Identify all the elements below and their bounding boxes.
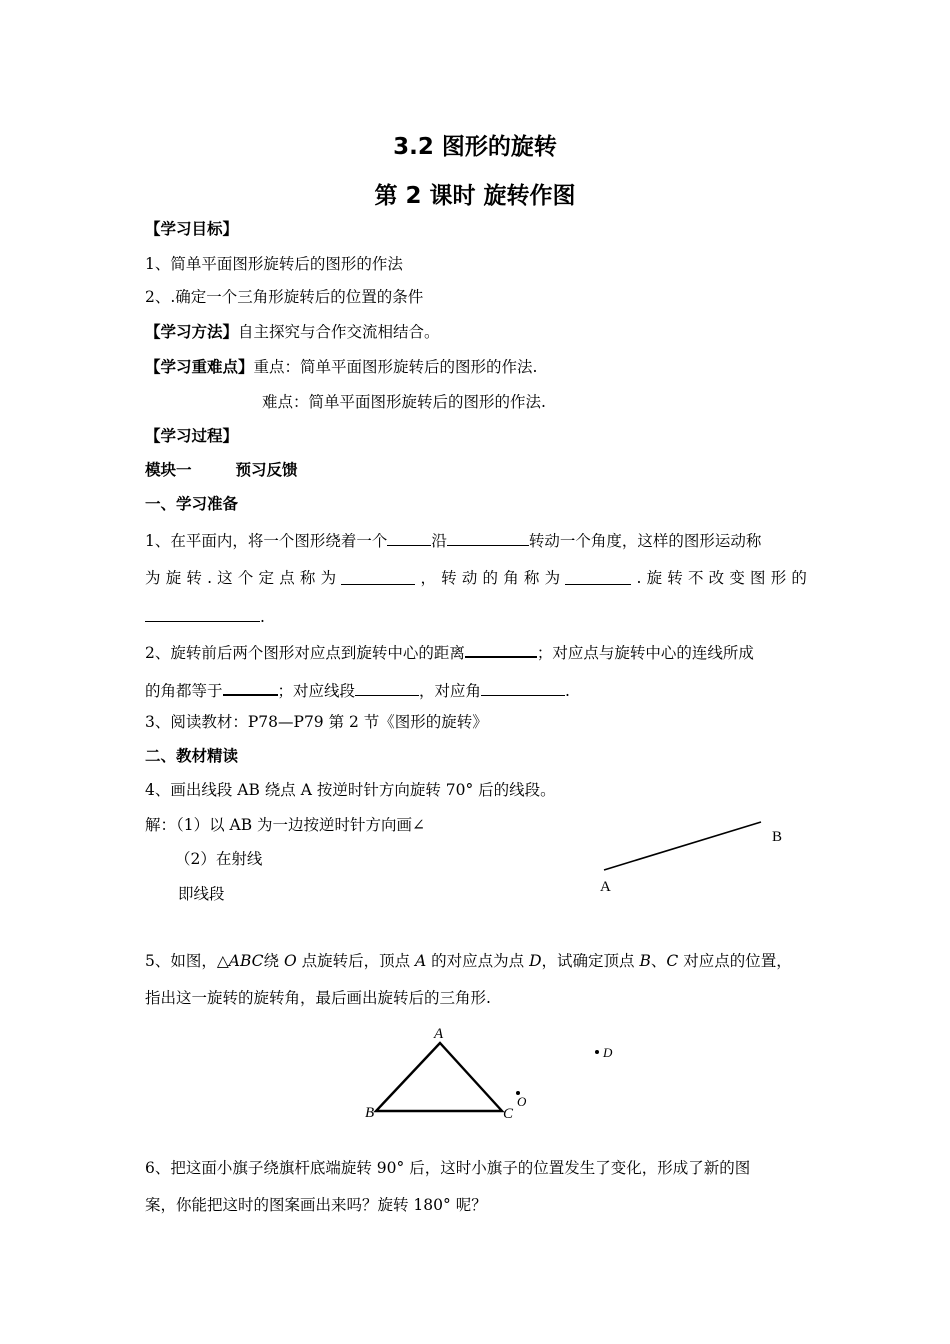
q1-char: 这 [217,569,233,587]
page-subtitle: 第 2 课时 旋转作图 [374,183,576,209]
q1-char: 定 [258,569,275,587]
keypoints-heading: 【学习重难点】 [145,358,254,376]
q1-char: ， [420,569,436,587]
q5-point-d: D [529,952,542,970]
q5-point-o: O [283,952,297,970]
q1-char: 转 [186,569,202,587]
q5-text-3: 点旋转后，顶点 [296,952,416,970]
q1-char: 称 [299,569,316,587]
q1-char: . [636,569,642,587]
q2-text-5: ，对应角 [419,682,482,700]
process-heading: 【学习过程】 [145,427,239,445]
point-a-label: A [600,879,611,895]
q1-char: 为 [320,569,337,587]
q5-line-2: 指出这一旋转的旋转角，最后画出旋转后的三角形. [145,989,491,1007]
q1-char: 转 [441,569,457,587]
q4-solution-1: 解：（1）以 AB 为一边按逆时针方向画∠ [145,816,426,834]
page-title: 3.2 图形的旋转 [393,134,557,160]
q2-end: . [565,682,570,700]
q6-line-2: 案，你能把这时的图案画出来吗？旋转 180° 呢？ [145,1196,487,1214]
q4-text: 4、画出线段 AB 绕点 A 按逆时针方向旋转 70° 后的线段。 [145,781,556,799]
q1-char: 改 [708,569,725,587]
q1-text-1: 1、在平面内，将一个图形绕着一个 [145,532,388,550]
q1-char: 为 [544,569,561,587]
q1-char: 为 [145,569,161,587]
method-text: 自主探究与合作交流相结合。 [238,323,440,341]
q5-text-6: 、 [650,952,667,970]
point-o-label: O [517,1094,527,1109]
keypoints-difficult: 难点：简单平面图形旋转后的图形的作法. [262,393,546,411]
q2-text-3: 的角都等于 [145,682,223,700]
q1-char: 转 [667,569,683,587]
q6-line-1: 6、把这面小旗子绕旗杆底端旋转 90° 后，这时小旗子的位置发生了变化，形成了新的图 [145,1159,751,1177]
method-heading: 【学习方法】 [145,323,239,341]
triangle-label-b: B [365,1105,375,1121]
q1-char: 变 [729,569,745,587]
triangle-label-c: C [503,1106,514,1122]
q1-text-2: 沿 [431,532,447,550]
section1-heading: 一、学习准备 [145,495,239,513]
q5-point-a: A [415,952,427,970]
triangle-label-a: A [434,1026,444,1042]
q2-text-1: 2、旋转前后两个图形对应点到旋转中心的距离 [145,644,465,662]
q1-char: 图 [750,569,766,587]
module1-label: 模块一 [145,461,192,479]
q5-text-4: 的对应点为点 [426,952,530,970]
q1-char: 旋 [646,569,663,587]
q5-triangle-name: ABC [228,952,264,970]
q1-char: . [207,569,212,587]
q1-text-3: 转动一个角度，这样的图形运动称 [528,532,762,550]
point-d-label: D [603,1045,613,1060]
q1-char: 形 [770,569,787,587]
q1-char: 点 [279,569,295,587]
triangle-abc [376,1043,502,1111]
q1-char: 动 [461,569,478,587]
q1-char: 的 [791,569,807,587]
q5-point-c: C [666,952,679,970]
point-b-label: B [772,829,783,845]
section2-heading: 二、教材精读 [145,747,239,765]
q5-point-b: B [639,952,651,970]
keypoints-key: 重点：简单平面图形旋转后的图形的作法. [253,358,538,376]
q2-text-2: ；对应点与旋转中心的连线所成 [536,644,754,662]
q4-solution-3: 即线段 [178,885,225,903]
q5-text-2: 绕 [263,952,284,970]
q1-char: 角 [503,569,519,587]
q5-text-1: 5、如图，△ [145,952,229,970]
q3-text: 3、阅读教材：P78—P79 第 2 节《图形的旋转》 [145,713,488,731]
q1-end: . [260,608,265,626]
q1-char: 个 [237,569,254,587]
q5-text-5: ，试确定顶点 [541,952,640,970]
q4-solution-2: （2）在射线 [175,850,263,868]
objective-item-1: 1、简单平面图形旋转后的图形的作法 [145,255,403,273]
q2-text-4: ；对应线段 [277,682,356,700]
objective-item-2: 2、.确定一个三角形旋转后的位置的条件 [145,288,424,306]
objectives-heading: 【学习目标】 [145,220,239,238]
q1-char: 不 [687,569,704,587]
q1-char: 称 [523,569,540,587]
q1-char: 的 [482,569,499,587]
q1-char: 旋 [165,569,182,587]
q5-text-7: 对应点的位置， [678,952,792,970]
point-d-dot [595,1050,599,1054]
module1-name: 预习反馈 [235,461,298,479]
